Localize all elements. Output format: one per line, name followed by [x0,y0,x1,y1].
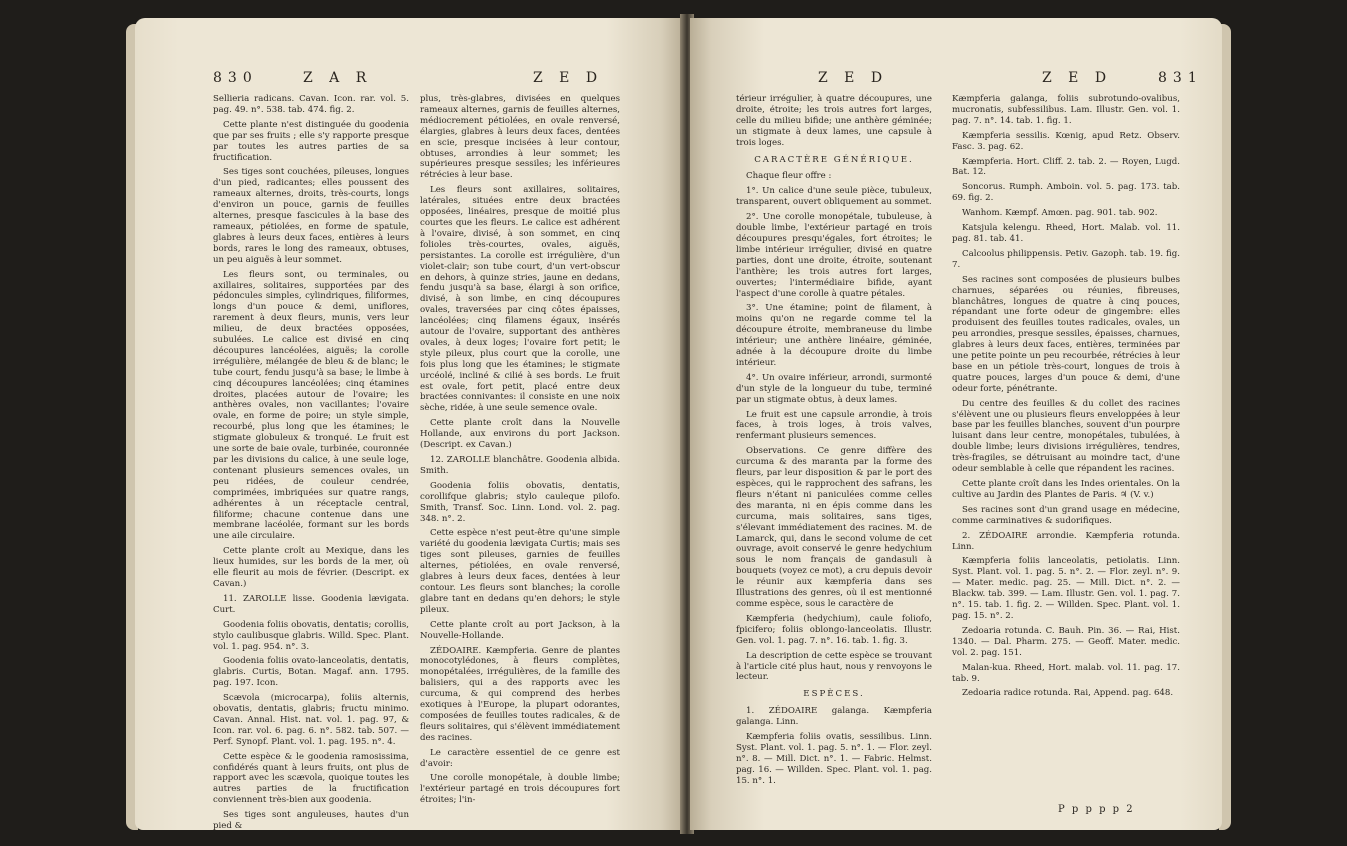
page-number-right: 831 [1158,70,1203,86]
species-heading: 1. ZÉDOAIRE galanga. Kæmpferia galanga. Linn. [736,706,932,728]
right-column-2 [952,94,1180,703]
paragraph: Ses racines sont composées de plusieurs bulbes charnues, séparées ou réunies, fibreuses, blanchâtres, longues de quatre à cinq pouces, répandant une forte odeur de gingembre: elles produisent des feuilles toutes radicales, ovales, un peu arrondies, presque sessiles, épaisses, charnues, glabres à leurs deux faces, entières, terminées par une petite pointe un peu recourbée, rétrécies à leur base en un pétiole très-court, longues de trois à quatre pouces, larges d'un pouce & demi, d'une odeur forte, pénétrante. [952,274,1180,394]
paragraph: 2°. Une corolle monopétale, tubuleuse, à double limbe, l'extérieur partagé en trois découpures presqu'égales, fort étroites; le limbe intérieur irrégulier, divisé en quatre parties, dont une droite, étroite, soutenant l'anthère; les trois autres fort larges, ouvertes; l'intermédiaire bifide, ayant l'aspect d'une corolle à quatre pétales. [736,212,932,299]
page-number-left: 830 [213,70,258,86]
paragraph: Goodenia foliis ovato-lanceolatis, dentatis, glabris. Curtis, Botan. Magaf. ann. 1795. pag. 197. Icon. [213,656,409,689]
paragraph: Cette plante croît dans la Nouvelle Hollande, aux environs du port Jackson. (Descript. ex Cavan.) [420,418,620,451]
right-column-1 [736,94,932,791]
section-heading: ESPÈCES. [803,689,865,700]
paragraph: plus, très-glabres, divisées en quelques rameaux alternes, garnis de feuilles alternes, médiocrement pétiolées, en ovale renversé, élargies, glabres à leurs deux faces, dentées en scie, presque incisées à leur contour, obtuses, arrondies à leur sommet; les supérieures presque sessiles; les inférieures rétrécies à leur base. [420,94,620,181]
paragraph: térieur irrégulier, à quatre découpures, une droite, étroite; les trois autres fort larges, celle du milieu bifide; une anthère géminée; un stigmate à deux lames, une capsule à trois loges. [736,94,932,148]
paragraph: 4°. Un ovaire inférieur, arrondi, surmonté d'un style de la longueur du tube, terminé par un stigmate obtus, à deux lames. [736,372,932,405]
paragraph: Les fleurs sont axillaires, solitaires, latérales, situées entre deux bractées opposées, linéaires, presque de moitié plus courtes que les fleurs. Le calice est adhérent à l'ovaire, divisé, à son sommet, en cinq folioles très-courtes, ovales, aiguës, persistantes. La corolle est irrégulière, d'un violet-clair; son tube court, d'un vert-obscur en dehors, à quinze stries, jaune en dedans, fendu jusqu'à sa base, élargi à son orifice, divisé, à son limbe, en cinq découpures ovales, traversées par cinq côtes épaisses, lancéolées; cinq filamens égaux, insérés autour de l'ovaire, supportant des anthères ovales, à deux loges; l'ovaire fort petit; le style pileux, plus court que la corolle, une fois plus long que les étamines; le stigmate urcéolé, incliné & cilié à ses bords. Le fruit est ovale, fort petit, placé entre deux bractées connivantes: il consiste en une noix sèche, ridée, à une seule semence ovale. [420,185,620,414]
paragraph: Malan-kua. Rheed, Hort. malab. vol. 11. pag. 17. tab. 9. [952,662,1180,684]
paragraph: Kæmpferia foliis lanceolatis, petiolatis. Linn. Syst. Plant. vol. 1. pag. 5. n°. 2. — Flor. zeyl. n°. 9. — Mater. medic. pag. 25. — Mill. Dict. n°. 2. — Blackw. tab. 399. — Lam. Illustr. Gen. vol. 1. pag. 7. n°. 15. tab. 1. fig. 2. — Willden. Spec. Plant. vol. 1. pag. 15. n°. 2. [952,556,1180,621]
paragraph: Katsjula kelengu. Rheed, Hort. Malab. vol. 11. pag. 81. tab. 41. [952,223,1180,244]
running-head-zed-right-2: Z E D [1042,70,1113,86]
left-column-2 [420,94,620,810]
paragraph: 1°. Un calice d'une seule pièce, tubuleux, transparent, ouvert obliquement au sommet. [736,186,932,208]
paragraph: Scævola (microcarpa), foliis alternis, obovatis, dentatis, glabris; fructu minimo. Cavan. Annal. Hist. nat. vol. 1. pag. 97, & Icon. rar. vol. 6. pag. 6. n°. 582. tab. 507. — Perf. Synopf. Plant. vol. 1. pag. 195. n°. 4. [213,693,409,747]
paragraph: Cette plante croît au port Jackson, à la Nouvelle-Hollande. [420,619,620,641]
paragraph: Zedoaria rotunda. C. Bauh. Pin. 36. — Rai, Hist. 1340. — Dal. Pharm. 275. — Geoff. Mater. medic. vol. 2. pag. 151. [952,625,1180,658]
paragraph: Kæmpferia. Hort. Cliff. 2. tab. 2. — Royen, Lugd. Bat. 12. [952,156,1180,178]
paragraph: 3°. Une étamine; point de filament, à moins qu'on ne regarde comme tel la découpure étroite, membraneuse du limbe intérieur; une anthère linéaire, géminée, adnée à la découpure droite du limbe intérieur. [736,303,932,368]
paragraph: Du centre des feuilles & du collet des racines s'élèvent une ou plusieurs fleurs enveloppées à leur base par les feuilles blanches, souvent d'un pourpre luisant dans leur centre, monopétales, tubulées, à double limbe; leurs divisions irrégulières, tendres, très-fragiles, se détruisant au moindre tact, d'une odeur semblable à celle que répandent les racines. [952,398,1180,475]
paragraph: Cette plante croît au Mexique, dans les lieux humides, sur les bords de la mer, où elle fleurit au mois de février. (Descript. ex Cavan.) [213,546,409,589]
paragraph: Goodenia foliis obovatis, dentatis, corollifque glabris; stylo cauleque pilofo. Smith, Transf. Soc. Linn. Lond. vol. 2. pag. 348. n°. 2. [420,480,620,524]
paragraph: Le caractère essentiel de ce genre est d'avoir: [420,747,620,769]
signature-mark: P p p p p 2 [1058,804,1135,815]
paragraph: Kæmpferia sessilis. Kœnig, apud Retz. Observ. Fasc. 3. pag. 62. [952,130,1180,152]
paragraph: La description de cette espèce se trouvant à l'article cité plus haut, nous y renvoyons le lecteur. [736,650,932,683]
paragraph: Kæmpferia foliis ovatis, sessilibus. Linn. Syst. Plant. vol. 1. pag. 5. n°. 1. — Flor. zeyl. n°. 8. — Mill. Dict. n°. 1. — Fabric. Helmst. pag. 16. — Willden. Spec. Plant. vol. 1. pag. 15. n°. 1. [736,732,932,786]
left-column-1 [213,94,409,830]
paragraph: Kæmpferia (hedychium), caule foliofo, fpicifero; foliis oblongo-lanceolatis. Illustr. Gen. vol. 1. pag. 7. n°. 16. tab. 1. fig. 3. [736,613,932,646]
paragraph: Soncorus. Rumph. Amboin. vol. 5. pag. 173. tab. 69. fig. 2. [952,182,1180,204]
paragraph: Sellieria radicans. Cavan. Icon. rar. vol. 5. pag. 49. n°. 538. tab. 474. fig. 2. [213,94,409,115]
running-head-zar: Z A R [303,70,373,86]
paragraph: Ses tiges sont anguleuses, hautes d'un pied & [213,810,409,830]
paragraph: Cette plante croît dans les Indes orientales. On la cultive au Jardin des Plantes de Paris. ♃ (V. v.) [952,479,1180,500]
paragraph: Les fleurs sont, ou terminales, ou axillaires, solitaires, supportées par des pédoncules simples, cylindriques, filiformes, longs d'un pouce & demi, uniflores, rarement à deux fleurs, munis, vers leur milieu, de deux bractées opposées, subulées. Le calice est divisé en cinq découpures lancéolées, aiguës; la corolle irrégulière, mélangée de bleu & de blanc; le tube court, fendu jusqu'à sa base; le limbe à cinq découpures lancéolées; cinq étamines droites, placées autour de l'ovaire; les anthères ovales, non vacillantes; l'ovaire ovale, en forme de poire; un style simple, recourbé, plus long que les étamines; le stigmate globuleux & tronqué. Le fruit est une sorte de baie ovale, turbinée, couronnée par les divisions du calice, à une seule loge, contenant plusieurs semences ovales, un peu ridées, de couleur cendrée, comprimées, imbriquées sur quatre rangs, adhérentes à un réceptacle central, filiforme; chacune contenue dans une membrane lacéolée, formant sur les bords une aile circulaire. [213,269,409,542]
paragraph: Cette espèce n'est peut-être qu'une simple variété du goodenia lævigata Curtis; mais ses tiges sont pileuses, garnies de feuilles alternes, pétiolées, en ovale renversé, glabres à leurs deux faces, dentées à leur contour. Les fleurs sont blanches; la corolle glabre tant en dedans qu'en dehors; le style pileux. [420,528,620,615]
paragraph: Goodenia foliis obovatis, dentatis; corollis, stylo caulibusque glabris. Willd. Spec. Plant. vol. 1. pag. 954. n°. 3. [213,619,409,652]
genus-entry: ZÉDOAIRE. Kæmpferia. Genre de plantes monocotylédones, à fleurs complètes, monopétalées, irrégulières, de la famille des balisiers, qui a des rapports avec les curcuma, & qui comprend des herbes exotiques à l'Europe, la plupart odorantes, composées de feuilles toutes radicales, & de fleurs solitaires, qui s'élèvent immédiatement des racines. [420,645,620,743]
paragraph: Chaque fleur offre : [746,171,832,182]
right-page [690,18,1222,830]
paragraph: Wanhom. Kæmpf. Amœn. pag. 901. tab. 902. [962,208,1158,219]
running-head-zed-left: Z E D [533,70,604,86]
paragraph: Ses tiges sont couchées, pileuses, longues d'un pied, radicantes; elles poussent des rameaux alternes, droits, très-courts, longs d'environ un pouce, garnis de feuilles alternes, presque fascicules à la base des rameaux, pétiolées, en forme de spatule, glabres à leurs deux faces, entières à leurs bords, rares le long des rameaux, obtuses, un peu aiguës à leur sommet. [213,167,409,265]
paragraph: Observations. Ce genre diffère des curcuma & des maranta par la forme des fleurs, par leur disposition & par le port des espèces, qui le rapprochent des safrans, les fleurs n'étant ni paniculées comme celles des maranta, ni en épis comme dans les curcuma, mais solitaires, sans tiges, s'élevant immédiatement des racines. M. de Lamarck, qui, dans le second volume de cet ouvrage, avoit conservé le genre hedychium sous le nom français de gandasuli à bouquets (voyez ce mot), a cru depuis devoir le réunir aux kæmpferia dans ses Illustrations des genres, où il est mentionné comme espèce, sous le caractère de [736,446,932,609]
paragraph: Calcoolus philippensis. Petiv. Gazoph. tab. 19. fig. 7. [952,248,1180,270]
section-heading: CARACTÈRE GÉNÉRIQUE. [754,154,914,165]
species-heading: 2. ZÉDOAIRE arrondie. Kæmpferia rotunda. Linn. [952,530,1180,552]
paragraph: Cette espèce & le goodenia ramosissima, confidérés quant à leurs fruits, ont plus de rapport avec les scævola, quoique toutes les autres parties de la fructification conviennent très-bien aux goodenia. [213,751,409,806]
left-page [135,18,683,830]
paragraph: Zedoaria radice rotunda. Rai, Append. pag. 648. [962,688,1174,699]
paragraph: Ses racines sont d'un grand usage en médecine, comme carminatives & sudorifiques. [952,504,1180,526]
species-heading: 12. ZAROLLE blanchâtre. Goodenia albida. Smith. [420,455,620,476]
paragraph: Kæmpferia galanga, foliis subrotundo-ovalibus, mucronatis, subfessilibus. Lam. Illustr. Gen. vol. 1. pag. 7. n°. 14. tab. 1. fig. 1. [952,94,1180,126]
paragraph: Cette plante n'est distinguée du goodenia que par ses fruits ; elle s'y rapporte presque par toutes les autres parties de sa fructification. [213,119,409,163]
paragraph: Une corolle monopétale, à double limbe; l'extérieur partagé en trois découpures fort étroites; l'in- [420,773,620,806]
species-heading: 11. ZAROLLE lisse. Goodenia lævigata. Curt. [213,593,409,615]
paragraph: Le fruit est une capsule arrondie, à trois faces, à trois loges, à trois valves, renfermant plusieurs semences. [736,409,932,442]
running-head-zed-right-1: Z E D [818,70,889,86]
